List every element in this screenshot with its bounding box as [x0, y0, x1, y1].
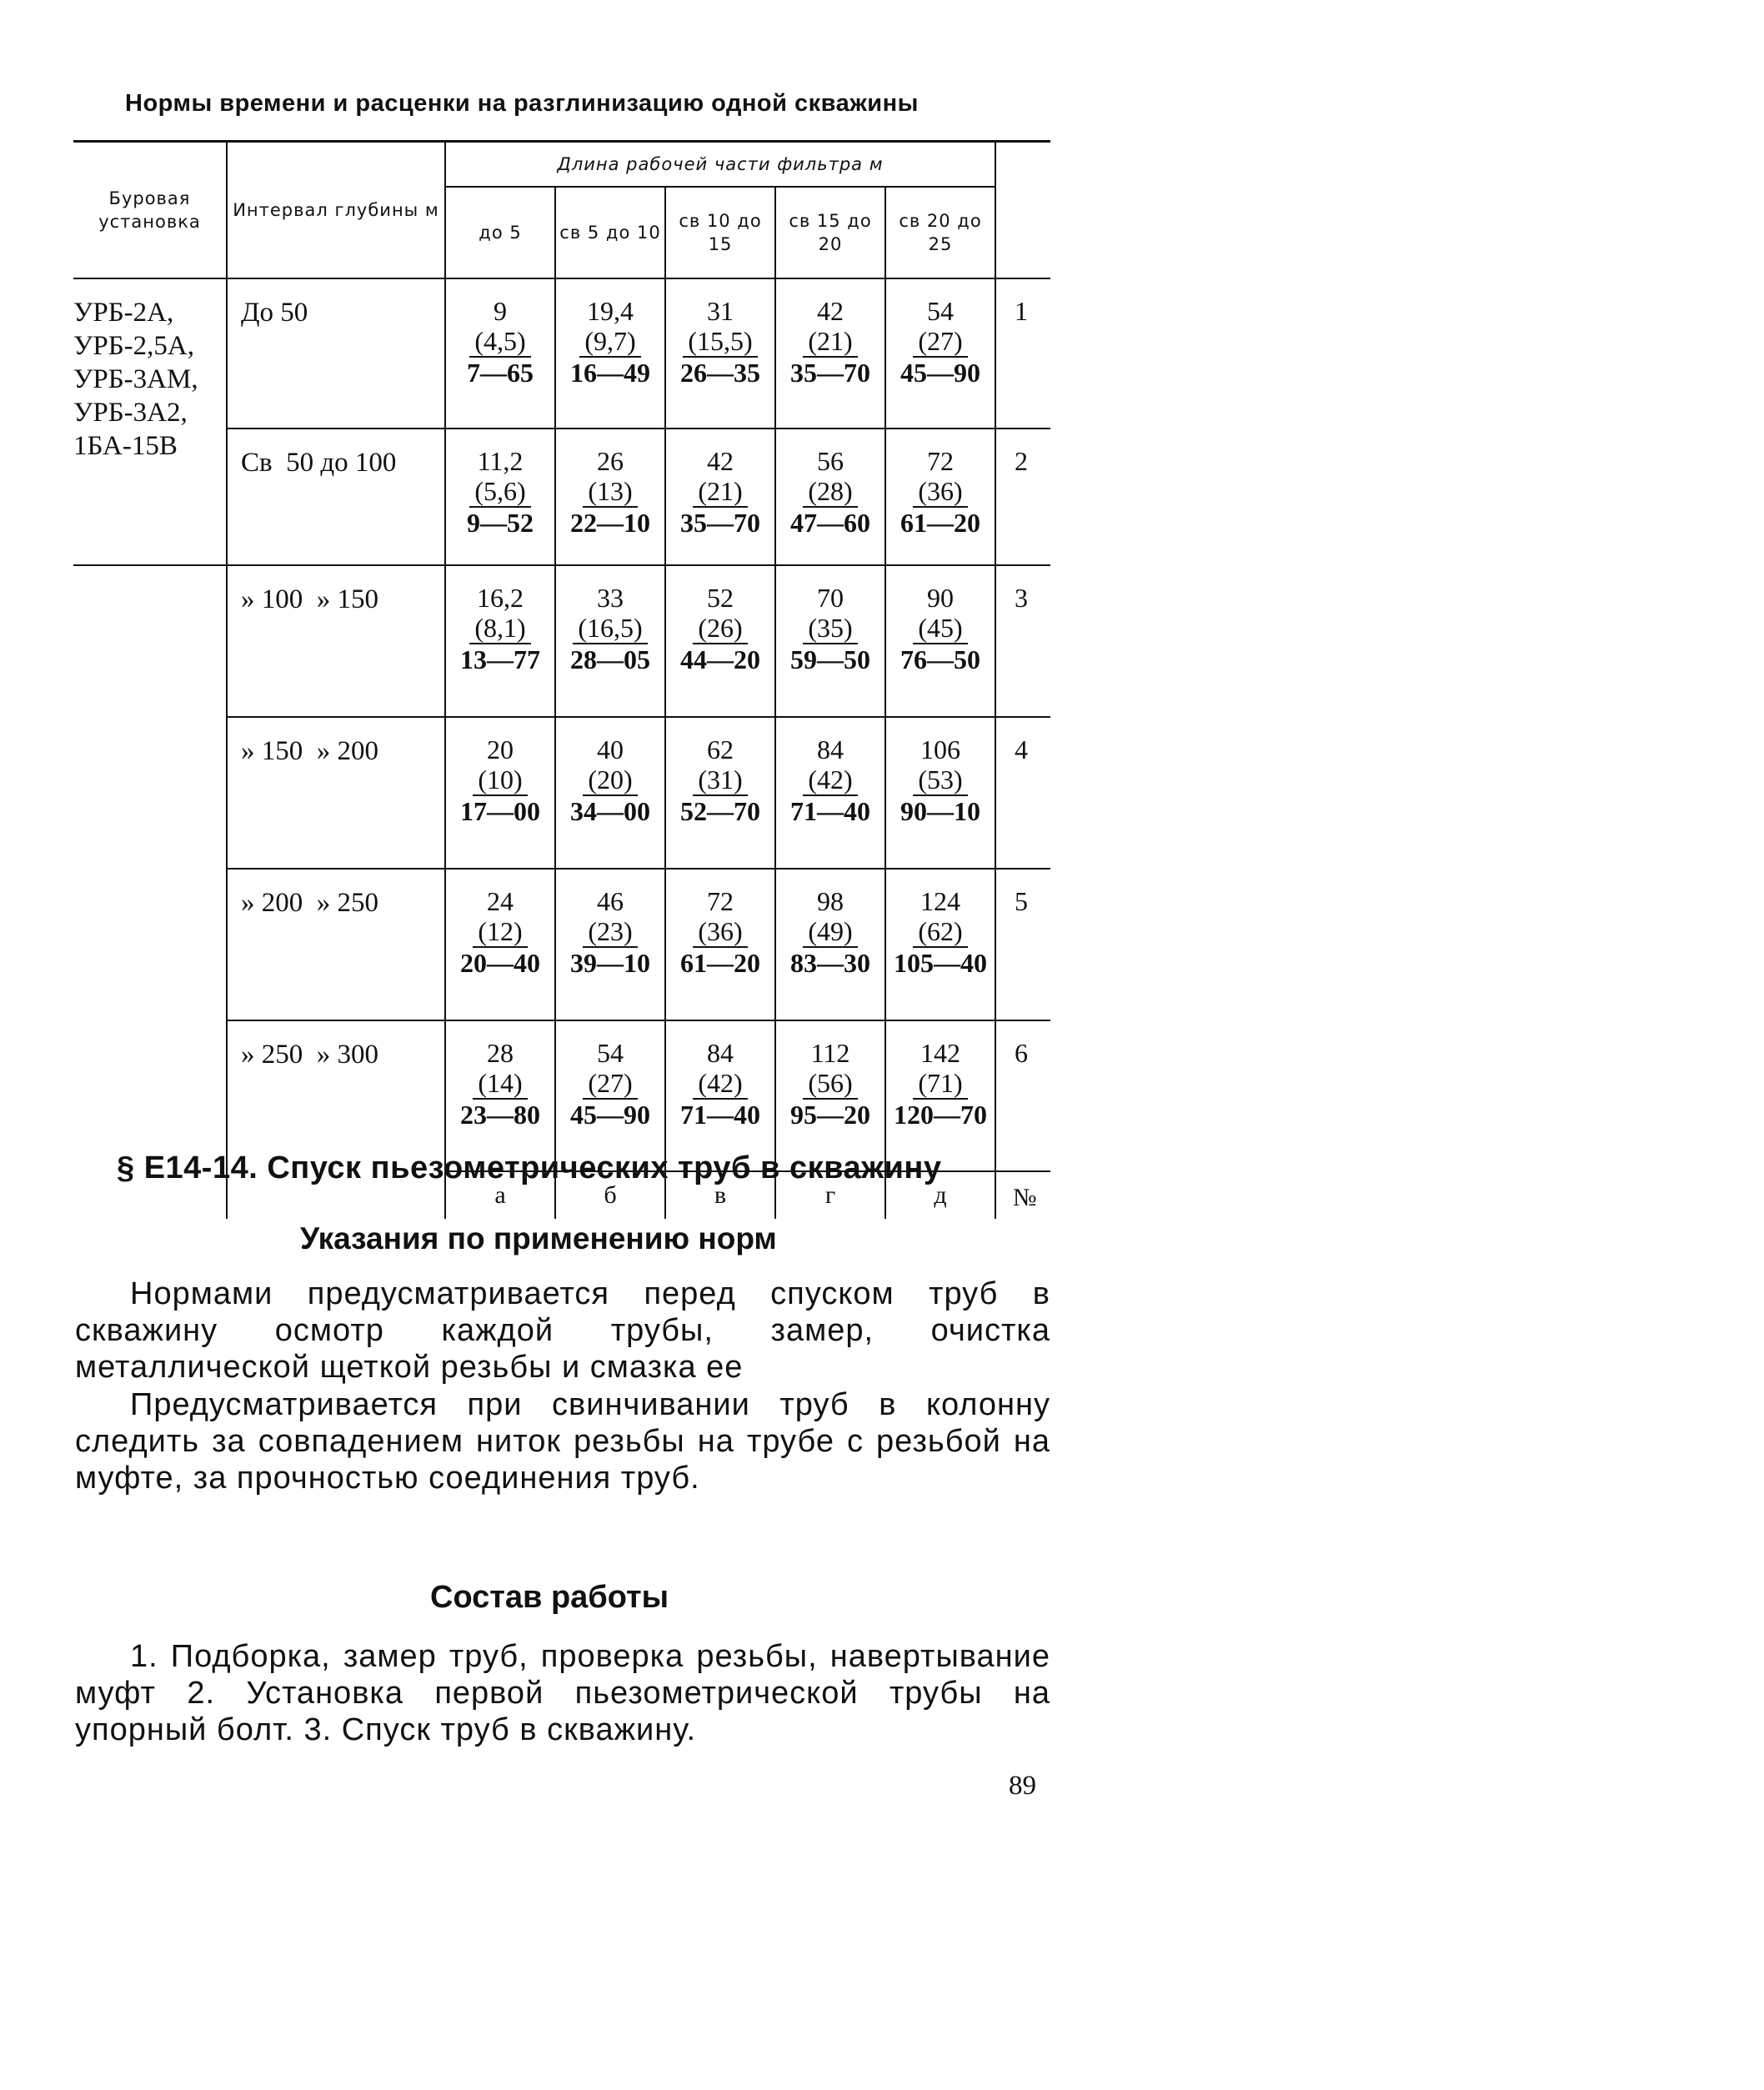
time-norm: 90 — [927, 583, 954, 613]
row-number: 2 — [995, 429, 1050, 565]
price: 61—20 — [680, 948, 760, 978]
time-norm: 33 — [597, 583, 624, 613]
norm-cell — [555, 565, 665, 717]
time-norm-paren: (28) — [803, 476, 857, 508]
rig-blank-cell — [73, 565, 227, 717]
norm-cell — [445, 1020, 555, 1171]
time-norm-paren: (8,1) — [469, 613, 530, 644]
time-norm: 20 — [487, 734, 514, 764]
norm-cell — [445, 429, 555, 565]
table-row — [73, 869, 1050, 1020]
time-norm-paren: (36) — [913, 476, 967, 508]
price: 61—20 — [900, 508, 980, 538]
norm-cell — [885, 278, 995, 429]
column-key: г — [775, 1171, 885, 1219]
time-norm-paren: (15,5) — [683, 326, 757, 358]
header-rig: Буровая установка — [73, 142, 227, 279]
time-norm-paren: (26) — [693, 613, 747, 644]
time-norm-paren: (21) — [803, 326, 857, 358]
price: 34—00 — [570, 796, 650, 826]
norms-table — [73, 140, 1050, 1219]
norm-cell — [775, 565, 885, 717]
time-norm-paren: (45) — [913, 613, 967, 644]
time-norm-paren: (42) — [803, 764, 857, 796]
header-col-2: св 5 до 10 — [555, 187, 665, 278]
time-norm: 124 — [920, 886, 960, 916]
norm-cell — [665, 429, 775, 565]
time-norm: 19,4 — [587, 296, 634, 326]
time-norm: 84 — [817, 734, 844, 764]
column-key: б — [555, 1171, 665, 1219]
time-norm-paren: (62) — [913, 916, 967, 948]
time-norm-paren: (14) — [473, 1068, 527, 1100]
row-number: 6 — [995, 1020, 1050, 1171]
time-norm: 142 — [920, 1038, 960, 1068]
norm-cell — [555, 869, 665, 1020]
time-norm-paren: (31) — [693, 764, 747, 796]
row-number: 1 — [995, 278, 1050, 429]
norm-cell — [445, 869, 555, 1020]
norm-cell — [445, 565, 555, 717]
table-row — [73, 565, 1050, 717]
time-norm: 112 — [810, 1038, 850, 1068]
table-row — [73, 1020, 1050, 1171]
column-key: а — [445, 1171, 555, 1219]
norm-cell — [665, 869, 775, 1020]
price: 59—50 — [790, 644, 870, 674]
price: 7—65 — [467, 358, 534, 388]
header-col-4: св 15 до 20 — [775, 187, 885, 278]
time-norm-paren: (53) — [913, 764, 967, 796]
row-number: 4 — [995, 717, 1050, 869]
time-norm-paren: (71) — [913, 1068, 967, 1100]
rig-blank-cell — [73, 869, 227, 1020]
time-norm: 72 — [707, 886, 734, 916]
price: 16—49 — [570, 358, 650, 388]
time-norm: 42 — [707, 446, 734, 476]
price: 71—40 — [680, 1100, 760, 1130]
table-row — [73, 278, 1050, 429]
price: 95—20 — [790, 1100, 870, 1130]
time-norm-paren: (9,7) — [579, 326, 640, 358]
norm-cell — [885, 565, 995, 717]
time-norm-paren: (10) — [473, 764, 527, 796]
page-number: 89 — [1009, 1771, 1036, 1801]
time-norm-paren: (42) — [693, 1068, 747, 1100]
price: 90—10 — [900, 796, 980, 826]
time-norm: 72 — [927, 446, 954, 476]
price: 45—90 — [900, 358, 980, 388]
time-norm: 24 — [487, 886, 514, 916]
price: 39—10 — [570, 948, 650, 978]
time-norm-paren: (23) — [583, 916, 637, 948]
depth-interval: До 50 — [227, 278, 445, 429]
price: 105—40 — [894, 948, 987, 978]
section-subtitle: Указания по применению норм — [300, 1221, 777, 1256]
time-norm: 42 — [817, 296, 844, 326]
table-row — [73, 717, 1050, 869]
time-norm: 40 — [597, 734, 624, 764]
rig-blank-cell — [73, 1020, 227, 1171]
work-composition-text: 1. Подборка, замер труб, проверка резьбы, навертывание муфт 2. Установка первой пьезометрической трубы на упорный болт. 3. Спуск труб в скважину. — [75, 1639, 1050, 1747]
norm-cell — [885, 717, 995, 869]
norm-cell — [555, 278, 665, 429]
time-norm-paren: (27) — [583, 1068, 637, 1100]
norm-cell — [555, 1020, 665, 1171]
norm-cell — [775, 429, 885, 565]
depth-interval: Св 50 до 100 — [227, 429, 445, 565]
time-norm-paren: (35) — [803, 613, 857, 644]
time-norm: 70 — [817, 583, 844, 613]
rig-names: УРБ-2А, УРБ-2,5А, УРБ-3АМ, УРБ-3А2, 1БА-15В — [73, 278, 227, 565]
time-norm: 28 — [487, 1038, 514, 1068]
number-label: № — [995, 1171, 1050, 1219]
price: 22—10 — [570, 508, 650, 538]
time-norm: 26 — [597, 446, 624, 476]
time-norm: 62 — [707, 734, 734, 764]
time-norm-paren: (5,6) — [469, 476, 530, 508]
norm-cell — [555, 429, 665, 565]
time-norm-paren: (16,5) — [573, 613, 647, 644]
time-norm-paren: (36) — [693, 916, 747, 948]
time-norm-paren: (56) — [803, 1068, 857, 1100]
norm-cell — [665, 278, 775, 429]
time-norm: 31 — [707, 296, 734, 326]
norm-cell — [665, 1020, 775, 1171]
time-norm: 54 — [927, 296, 954, 326]
price: 13—77 — [460, 644, 540, 674]
time-norm: 56 — [817, 446, 844, 476]
paragraph-norms-1: Нормами предусматривается перед спуском труб в скважину осмотр каждой трубы, замер, очистка металлической щеткой резьбы и смазка ее — [75, 1276, 1050, 1385]
rig-blank-cell — [73, 717, 227, 869]
time-norm: 11,2 — [477, 446, 524, 476]
depth-interval: » 200 » 250 — [227, 869, 445, 1020]
time-norm: 84 — [707, 1038, 734, 1068]
norm-cell — [775, 278, 885, 429]
work-composition-title: Состав работы — [430, 1580, 669, 1615]
price: 28—05 — [570, 644, 650, 674]
price: 76—50 — [900, 644, 980, 674]
section-title: § Е14-14. Спуск пьезометрических труб в скважину — [117, 1150, 942, 1185]
price: 9—52 — [467, 508, 534, 538]
price: 20—40 — [460, 948, 540, 978]
time-norm: 9 — [494, 296, 507, 326]
price: 23—80 — [460, 1100, 540, 1130]
time-norm-paren: (13) — [583, 476, 637, 508]
time-norm-paren: (21) — [693, 476, 747, 508]
norm-cell — [775, 717, 885, 869]
paragraph-norms-2: Предусматривается при свинчивании труб в колонну следить за совпадением ниток резьбы на трубе с резьбой на муфте, за прочностью соединения труб. — [75, 1387, 1050, 1496]
column-key: в — [665, 1171, 775, 1219]
time-norm: 52 — [707, 583, 734, 613]
norm-cell — [885, 869, 995, 1020]
norm-cell — [445, 717, 555, 869]
norm-cell — [445, 278, 555, 429]
price: 35—70 — [790, 358, 870, 388]
time-norm-paren: (20) — [583, 764, 637, 796]
table-caption: Нормы времени и расценки на разглинизацию одной скважины — [125, 90, 919, 117]
price: 52—70 — [680, 796, 760, 826]
column-key: д — [885, 1171, 995, 1219]
header-col-5: св 20 до 25 — [885, 187, 995, 278]
time-norm-paren: (49) — [803, 916, 857, 948]
price: 17—00 — [460, 796, 540, 826]
header-col-1: до 5 — [445, 187, 555, 278]
time-norm-paren: (12) — [473, 916, 527, 948]
time-norm: 106 — [920, 734, 960, 764]
price: 83—30 — [790, 948, 870, 978]
time-norm: 98 — [817, 886, 844, 916]
time-norm: 46 — [597, 886, 624, 916]
time-norm-paren: (4,5) — [469, 326, 530, 358]
price: 120—70 — [894, 1100, 987, 1130]
header-col-3: св 10 до 15 — [665, 187, 775, 278]
depth-interval: » 100 » 150 — [227, 565, 445, 717]
time-norm: 16,2 — [477, 583, 524, 613]
row-number: 5 — [995, 869, 1050, 1020]
depth-interval: » 150 » 200 — [227, 717, 445, 869]
price: 44—20 — [680, 644, 760, 674]
header-num-blank — [995, 142, 1050, 279]
norm-cell — [885, 1020, 995, 1171]
norm-cell — [665, 717, 775, 869]
header-interval: Интервал глубины м — [227, 142, 445, 279]
price: 45—90 — [570, 1100, 650, 1130]
norm-cell — [555, 717, 665, 869]
norm-cell — [885, 429, 995, 565]
norm-cell — [775, 1020, 885, 1171]
depth-interval: » 250 » 300 — [227, 1020, 445, 1171]
price: 71—40 — [790, 796, 870, 826]
row-number: 3 — [995, 565, 1050, 717]
time-norm: 54 — [597, 1038, 624, 1068]
norm-cell — [665, 565, 775, 717]
price: 35—70 — [680, 508, 760, 538]
norm-cell — [775, 869, 885, 1020]
time-norm-paren: (27) — [913, 326, 967, 358]
header-filter-length: Длина рабочей части фильтра м — [445, 142, 995, 188]
price: 47—60 — [790, 508, 870, 538]
price: 26—35 — [680, 358, 760, 388]
